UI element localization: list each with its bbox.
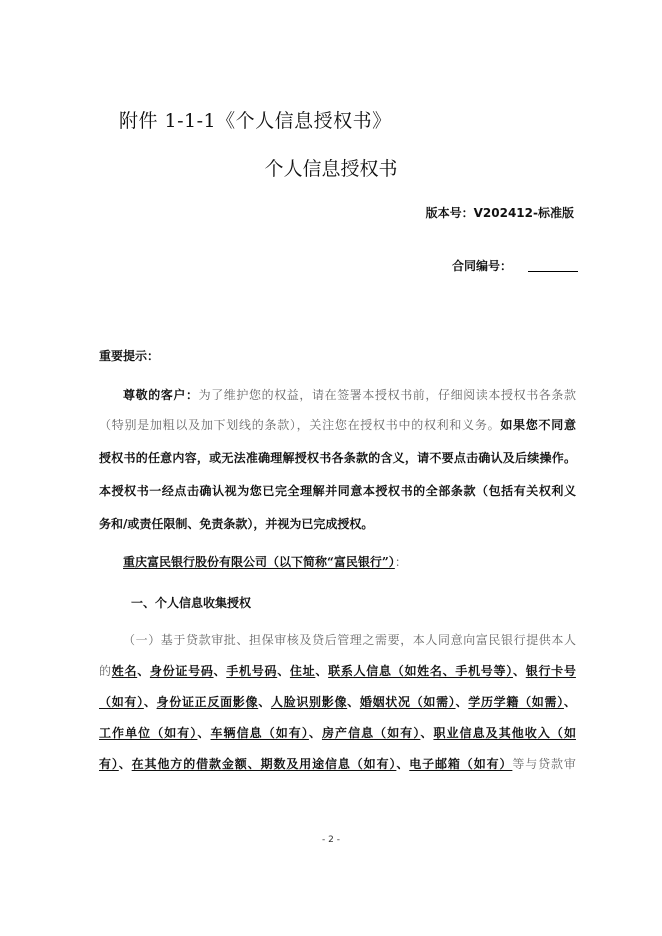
info-item: （如有） [99, 695, 144, 709]
info-item: 在其他方的借款金额、期数及用途信息（如有） [131, 757, 397, 771]
sep: 、 [308, 726, 322, 740]
sep: 、 [213, 664, 227, 678]
info-item: 工作单位（如有） [99, 726, 198, 740]
notice-line: 授权书的任意内容，或无法准确理解授权书各条款的含义，请不要点击确认及后续操作。 [99, 451, 576, 465]
document-title: 个人信息授权书 [264, 158, 398, 180]
sep: 、 [396, 757, 410, 771]
info-item: 住址 [289, 664, 316, 678]
sep: 、 [420, 726, 434, 740]
info-item: 银行卡号 [525, 664, 576, 678]
sep: 、 [143, 695, 157, 709]
version-label: 版本号：V202412-标准版 [425, 206, 574, 220]
sep: 、 [258, 695, 271, 709]
notice-heading: 重要提示： [99, 349, 160, 363]
contract-number [452, 257, 578, 274]
notice-line [99, 416, 576, 433]
sep: 、 [563, 695, 576, 709]
info-item: 房产信息（如有） [321, 726, 421, 740]
info-item: 手机号码 [226, 664, 278, 678]
sep: 、 [137, 664, 150, 678]
sep: 、 [512, 664, 526, 678]
notice-line [99, 386, 576, 403]
sep: 、 [455, 695, 469, 709]
addressee [123, 553, 407, 570]
section-title: 一、个人信息收集授权 [131, 596, 252, 610]
sep: 、 [315, 664, 329, 678]
sep: 、 [347, 695, 360, 709]
text: 的 [99, 664, 112, 678]
sep: 、 [197, 726, 211, 740]
attachment-title: 附件 1-1-1《个人信息授权书》 [119, 110, 392, 132]
info-item: 身份证正反面影像 [156, 695, 259, 709]
notice-text: （特别是加粗以及加下划线的条款），关注您在授权书中的权利和义务。 [99, 418, 501, 432]
info-item: 车辆信息（如有） [210, 726, 309, 740]
notice-text: 为了维护您的权益，请在签署本授权书前，仔细阅读本授权书各条款 [198, 388, 576, 402]
section-line: （一）基于贷款审批、担保审核及贷后管理之需要，本人同意向富民银行提供本人 [123, 633, 576, 647]
info-item: 姓名 [111, 664, 138, 678]
section-line [99, 662, 576, 679]
addressee-colon: ： [394, 555, 407, 569]
bank-name: 重庆富民银行股份有限公司（以下简称“富民银行”） [123, 555, 395, 569]
info-item: 学历学籍（如需） [468, 695, 564, 709]
notice-line: 本授权书一经点击确认视为您已完全理解并同意本授权书的全部条款（包括有关权利义 [99, 484, 576, 498]
info-item: 身份证号码 [149, 664, 214, 678]
section-line [99, 693, 576, 710]
info-item: 电子邮箱（如有） [409, 757, 513, 771]
contract-number-blank [528, 259, 578, 272]
notice-bold-text: 如果您不同意 [500, 418, 576, 432]
page-number: - 2 - [322, 835, 340, 845]
section-line [99, 724, 576, 741]
text: 等与贷款审 [512, 757, 576, 771]
info-item: 联系人信息（如姓名、手机号等） [328, 664, 513, 678]
sep: 、 [118, 757, 132, 771]
info-item: 职业信息及其他收入（如 [433, 726, 576, 740]
info-item: 有） [99, 757, 119, 771]
info-item: 婚姻状况（如需） [359, 695, 456, 709]
sep: 、 [277, 664, 290, 678]
section-line [99, 755, 576, 772]
salutation: 尊敬的客户： [123, 388, 199, 402]
contract-number-label: 合同编号： [452, 259, 513, 273]
notice-line: 务和/或责任限制、免责条款），并视为已完成授权。 [99, 517, 374, 531]
info-item: 人脸识别影像 [270, 695, 348, 709]
